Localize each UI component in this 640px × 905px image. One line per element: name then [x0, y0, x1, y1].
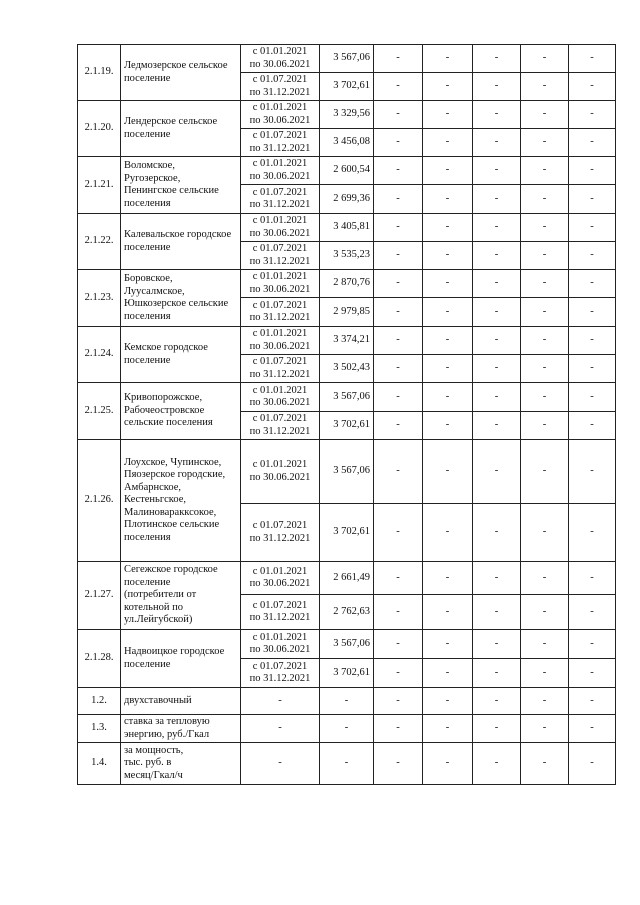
empty-dash-cell: - [423, 327, 473, 355]
empty-dash-cell: - [423, 412, 473, 440]
period-cell: с 01.01.2021 по 30.06.2021 [241, 214, 320, 242]
period-cell: с 01.07.2021 по 31.12.2021 [241, 129, 320, 157]
row-number: 2.1.25. [78, 383, 121, 440]
empty-dash-cell: - [569, 157, 616, 185]
tariff-value: 2 600,54 [320, 157, 374, 185]
table-row [78, 688, 616, 715]
empty-dash-cell: - [569, 630, 616, 659]
empty-dash-cell: - [423, 595, 473, 630]
empty-dash-cell: - [521, 214, 569, 242]
empty-dash-cell: - [473, 412, 521, 440]
empty-dash-cell: - [521, 630, 569, 659]
row-number: 2.1.27. [78, 562, 121, 630]
empty-dash-cell: - [569, 743, 616, 785]
empty-dash-cell: - [569, 73, 616, 101]
settlement-name: Кривопорожское, Рабочеостровское сельские поселения [121, 383, 241, 440]
tariff-value: 3 702,61 [320, 412, 374, 440]
empty-dash-cell: - [521, 440, 569, 504]
empty-dash-cell: - [473, 157, 521, 185]
empty-dash-cell: - [521, 688, 569, 715]
empty-dash-cell: - [521, 298, 569, 327]
empty-dash-cell: - [374, 270, 423, 298]
table-row [78, 45, 616, 73]
table-row [78, 101, 616, 129]
settlement-name: Боровское, Луусалмское, Юшкозерское сельские поселения [121, 270, 241, 327]
empty-dash-cell: - [374, 355, 423, 383]
empty-dash-cell: - [423, 270, 473, 298]
empty-dash-cell: - [473, 595, 521, 630]
table-row [78, 327, 616, 355]
empty-dash-cell: - [374, 440, 423, 504]
row-number: 2.1.19. [78, 45, 121, 101]
row-number: 2.1.21. [78, 157, 121, 214]
empty-dash-cell: - [423, 504, 473, 562]
empty-dash-cell: - [423, 101, 473, 129]
empty-dash-cell: - [374, 185, 423, 214]
period-cell: с 01.07.2021 по 31.12.2021 [241, 185, 320, 214]
settlement-name: Сегежское городское поселение (потребители от котельной по ул.Лейгубской) [121, 562, 241, 630]
period-cell: с 01.01.2021 по 30.06.2021 [241, 45, 320, 73]
table-row [78, 270, 616, 298]
settlement-name: Кемское городское поселение [121, 327, 241, 383]
period-cell: с 01.01.2021 по 30.06.2021 [241, 327, 320, 355]
empty-dash-cell: - [569, 440, 616, 504]
empty-dash-cell: - [374, 659, 423, 688]
empty-dash-cell: - [374, 562, 423, 595]
empty-dash-cell: - [521, 383, 569, 412]
empty-dash-cell: - [423, 242, 473, 270]
empty-dash-cell: - [521, 185, 569, 214]
empty-dash-cell: - [473, 327, 521, 355]
period-cell: с 01.07.2021 по 31.12.2021 [241, 298, 320, 327]
empty-dash-cell: - [473, 101, 521, 129]
empty-dash-cell: - [423, 715, 473, 743]
period-cell: с 01.07.2021 по 31.12.2021 [241, 595, 320, 630]
row-number: 2.1.26. [78, 440, 121, 562]
table-row [78, 562, 616, 595]
empty-dash-cell: - [521, 562, 569, 595]
rate-name: за мощность, тыс. руб. в месяц/Гкал/ч [121, 743, 241, 785]
empty-dash-cell: - [473, 440, 521, 504]
tariff-value: 2 661,49 [320, 562, 374, 595]
empty-dash-cell: - [473, 129, 521, 157]
settlement-name: Надвоицкое городское поселение [121, 630, 241, 688]
empty-dash-cell: - [374, 298, 423, 327]
empty-dash-cell: - [473, 688, 521, 715]
empty-dash-cell: - [473, 355, 521, 383]
row-number: 2.1.23. [78, 270, 121, 327]
empty-dash-cell: - [521, 355, 569, 383]
empty-dash-cell: - [521, 157, 569, 185]
empty-dash-cell: - [423, 659, 473, 688]
empty-dash-cell: - [374, 45, 423, 73]
empty-dash-cell: - [423, 214, 473, 242]
empty-dash-cell: - [521, 73, 569, 101]
period-cell: с 01.07.2021 по 31.12.2021 [241, 355, 320, 383]
empty-dash-cell: - [423, 743, 473, 785]
empty-dash-cell: - [569, 185, 616, 214]
empty-dash-cell: - [473, 45, 521, 73]
table-row [78, 630, 616, 659]
empty-dash-cell: - [374, 101, 423, 129]
period-cell: с 01.01.2021 по 30.06.2021 [241, 270, 320, 298]
row-number: 1.3. [78, 715, 121, 743]
empty-dash-cell: - [423, 355, 473, 383]
empty-dash-cell: - [521, 327, 569, 355]
settlement-name: Лендерское сельское поселение [121, 101, 241, 157]
empty-dash-cell: - [423, 688, 473, 715]
empty-dash-cell: - [374, 504, 423, 562]
empty-dash-cell: - [473, 270, 521, 298]
table-row [78, 383, 616, 412]
empty-dash-cell: - [374, 383, 423, 412]
empty-dash-cell: - [473, 73, 521, 101]
empty-dash-cell: - [423, 129, 473, 157]
empty-dash-cell: - [473, 185, 521, 214]
empty-dash-cell: - [473, 242, 521, 270]
empty-dash-cell: - [423, 440, 473, 504]
empty-dash-cell: - [521, 504, 569, 562]
tariff-value: 2 699,36 [320, 185, 374, 214]
rate-name: двухставочный [121, 688, 241, 715]
table-row [78, 440, 616, 504]
tariff-value: 3 702,61 [320, 73, 374, 101]
tariff-value: 3 502,43 [320, 355, 374, 383]
empty-dash-cell: - [374, 214, 423, 242]
empty-dash-cell: - [320, 688, 374, 715]
empty-dash-cell: - [423, 185, 473, 214]
empty-dash-cell: - [374, 595, 423, 630]
period-cell: с 01.01.2021 по 30.06.2021 [241, 383, 320, 412]
empty-dash-cell: - [569, 659, 616, 688]
tariff-value: 2 979,85 [320, 298, 374, 327]
settlement-name: Калевальское городское поселение [121, 214, 241, 270]
row-number: 2.1.22. [78, 214, 121, 270]
empty-dash-cell: - [320, 743, 374, 785]
empty-dash-cell: - [521, 412, 569, 440]
rate-name: ставка за тепловую энергию, руб./Гкал [121, 715, 241, 743]
empty-dash-cell: - [569, 101, 616, 129]
empty-dash-cell: - [521, 743, 569, 785]
empty-dash-cell: - [241, 743, 320, 785]
empty-dash-cell: - [423, 630, 473, 659]
tariff-value: 3 567,06 [320, 440, 374, 504]
empty-dash-cell: - [423, 73, 473, 101]
empty-dash-cell: - [423, 45, 473, 73]
empty-dash-cell: - [423, 383, 473, 412]
empty-dash-cell: - [521, 659, 569, 688]
empty-dash-cell: - [569, 688, 616, 715]
empty-dash-cell: - [473, 298, 521, 327]
empty-dash-cell: - [241, 715, 320, 743]
period-cell: с 01.07.2021 по 31.12.2021 [241, 73, 320, 101]
empty-dash-cell: - [473, 743, 521, 785]
period-cell: с 01.01.2021 по 30.06.2021 [241, 440, 320, 504]
empty-dash-cell: - [241, 688, 320, 715]
empty-dash-cell: - [521, 129, 569, 157]
row-number: 2.1.28. [78, 630, 121, 688]
empty-dash-cell: - [374, 688, 423, 715]
tariff-value: 3 567,06 [320, 383, 374, 412]
empty-dash-cell: - [569, 355, 616, 383]
empty-dash-cell: - [423, 157, 473, 185]
empty-dash-cell: - [374, 743, 423, 785]
period-cell: с 01.01.2021 по 30.06.2021 [241, 157, 320, 185]
table-row [78, 715, 616, 743]
empty-dash-cell: - [473, 715, 521, 743]
empty-dash-cell: - [569, 129, 616, 157]
tariff-value: 3 567,06 [320, 630, 374, 659]
empty-dash-cell: - [374, 73, 423, 101]
table-row [78, 157, 616, 185]
period-cell: с 01.07.2021 по 31.12.2021 [241, 412, 320, 440]
tariff-value: 3 535,23 [320, 242, 374, 270]
row-number: 1.4. [78, 743, 121, 785]
empty-dash-cell: - [569, 412, 616, 440]
empty-dash-cell: - [473, 562, 521, 595]
empty-dash-cell: - [569, 45, 616, 73]
empty-dash-cell: - [521, 595, 569, 630]
settlement-name: Ледмозерское сельское поселение [121, 45, 241, 101]
empty-dash-cell: - [374, 242, 423, 270]
period-cell: с 01.07.2021 по 31.12.2021 [241, 504, 320, 562]
table-row [78, 743, 616, 785]
tariff-table [77, 44, 616, 785]
empty-dash-cell: - [521, 45, 569, 73]
empty-dash-cell: - [521, 101, 569, 129]
empty-dash-cell: - [569, 242, 616, 270]
empty-dash-cell: - [569, 327, 616, 355]
tariff-value: 2 870,76 [320, 270, 374, 298]
period-cell: с 01.01.2021 по 30.06.2021 [241, 562, 320, 595]
period-cell: с 01.01.2021 по 30.06.2021 [241, 101, 320, 129]
empty-dash-cell: - [521, 270, 569, 298]
empty-dash-cell: - [374, 412, 423, 440]
tariff-value: 3 374,21 [320, 327, 374, 355]
tariff-value: 3 567,06 [320, 45, 374, 73]
empty-dash-cell: - [569, 562, 616, 595]
row-number: 2.1.24. [78, 327, 121, 383]
tariff-value: 3 405,81 [320, 214, 374, 242]
tariff-value: 3 702,61 [320, 659, 374, 688]
empty-dash-cell: - [374, 715, 423, 743]
settlement-name: Лоухское, Чупинское, Пяозерское городские, Амбарнское, Кестеньгское, Малиноваракксокое, Плотинское сельские поселения [121, 440, 241, 562]
empty-dash-cell: - [521, 715, 569, 743]
period-cell: с 01.07.2021 по 31.12.2021 [241, 659, 320, 688]
empty-dash-cell: - [569, 383, 616, 412]
empty-dash-cell: - [374, 327, 423, 355]
empty-dash-cell: - [521, 242, 569, 270]
empty-dash-cell: - [569, 595, 616, 630]
empty-dash-cell: - [320, 715, 374, 743]
tariff-value: 3 329,56 [320, 101, 374, 129]
empty-dash-cell: - [423, 298, 473, 327]
table-row [78, 214, 616, 242]
tariff-value: 3 702,61 [320, 504, 374, 562]
row-number: 1.2. [78, 688, 121, 715]
empty-dash-cell: - [569, 298, 616, 327]
empty-dash-cell: - [473, 214, 521, 242]
empty-dash-cell: - [374, 630, 423, 659]
tariff-value: 2 762,63 [320, 595, 374, 630]
row-number: 2.1.20. [78, 101, 121, 157]
empty-dash-cell: - [423, 562, 473, 595]
tariff-value: 3 456,08 [320, 129, 374, 157]
empty-dash-cell: - [473, 504, 521, 562]
empty-dash-cell: - [374, 157, 423, 185]
empty-dash-cell: - [569, 715, 616, 743]
settlement-name: Воломское, Ругозерское, Пенингское сельские поселения [121, 157, 241, 214]
period-cell: с 01.01.2021 по 30.06.2021 [241, 630, 320, 659]
empty-dash-cell: - [374, 129, 423, 157]
empty-dash-cell: - [569, 214, 616, 242]
empty-dash-cell: - [473, 659, 521, 688]
empty-dash-cell: - [473, 630, 521, 659]
empty-dash-cell: - [569, 270, 616, 298]
period-cell: с 01.07.2021 по 31.12.2021 [241, 242, 320, 270]
empty-dash-cell: - [473, 383, 521, 412]
empty-dash-cell: - [569, 504, 616, 562]
